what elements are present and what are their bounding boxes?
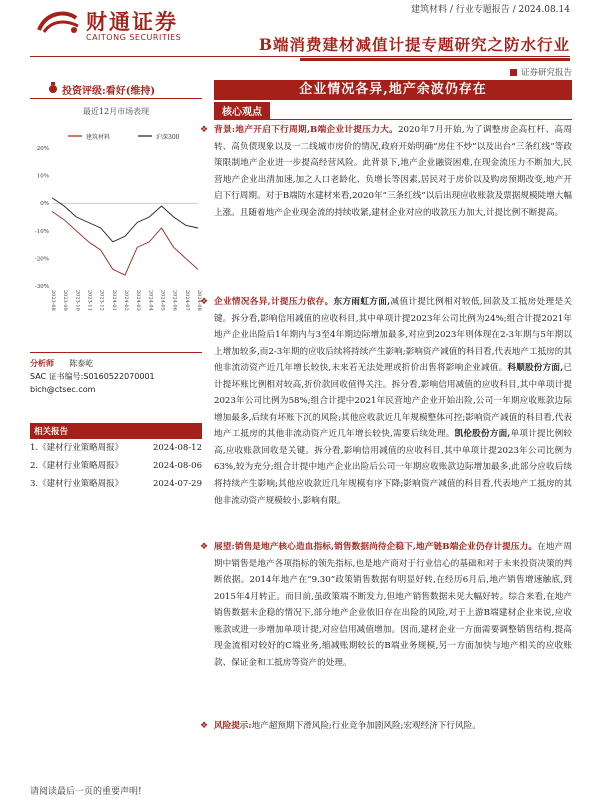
paragraph-outlook (200, 539, 572, 671)
diamond-bullet-icon: ❖ (200, 542, 209, 552)
y-tick-label: -20% (34, 256, 49, 263)
paragraph-enterprises (200, 294, 573, 509)
analyst-info (30, 352, 202, 396)
analyst-label: 分析师 (30, 358, 54, 368)
paragraph-body: 已计提坏账比例相对较高,折价款回收值得关注。拆分看,影响信用减值的应收科目,其中单项计提2023年公司比例为58%;组合计提中2021年民营地产企业开始出险,公司一年期应收账款边际增加最多,后续有坏账下沉的风险;其他应收款近几年规模整体可控;影响资产减值的科目看,代表地产工抵房的其他非流动资产近几年增长较快,需要后续处理。 (214, 363, 573, 440)
series-line (52, 198, 198, 242)
rating-bar (30, 80, 202, 99)
x-tick-label: 2023-12 (98, 290, 105, 311)
y-tick-label: -30% (34, 284, 49, 290)
x-tick-label: 2023-08 (50, 290, 56, 311)
related-report-title: 3.《建材行业策略周报》 (30, 479, 124, 489)
related-report-title: 1.《建材行业策略周报》 (30, 443, 124, 453)
analyst-name: 陈泰屹 (69, 359, 94, 368)
paragraph-body: 地产超预期下滑风险;行业竞争加剧风险;宏观经济下行风险。 (251, 721, 481, 731)
y-tick-label: 10% (36, 173, 49, 180)
x-tick-label: 2023-10 (74, 290, 81, 311)
x-tick-label: 2024-07 (183, 290, 190, 311)
brand-name-en: CAITONG SECURITIES (86, 33, 182, 42)
page-footer-disclaimer: 请阅读最后一页的重要声明! (30, 787, 142, 797)
y-tick-label: 0% (40, 201, 49, 208)
x-tick-label: 2024-02 (123, 290, 129, 311)
main-content (200, 80, 573, 731)
paragraph-body: 单项计提比例较高,应收账款回收是关键。拆分看,影响信用减值的应收科目,其中单项计提2023年公司比例为63%,较为充分;组合计提中地产企业出险后公司一年期应收账款边际增加最多,此部分应收后续将持续产生影响;其他应收款近几年规模有序下降;影响资产减值的科目看,代表地产工抵房的其他非流动资产规模较小,影响有限。 (214, 429, 572, 506)
report-type-tag: 证券研究报告 (510, 66, 572, 78)
x-tick-label: 2024-04 (147, 290, 154, 311)
diamond-bullet-icon: ❖ (200, 721, 209, 731)
x-tick-label: 2023-11 (86, 290, 93, 311)
investment-rating: 投资评级:看好(维持) (62, 86, 156, 97)
company-lead: 东方雨虹方面, (333, 297, 391, 307)
series-line (52, 212, 198, 276)
x-tick-label: 2024-06 (171, 290, 178, 311)
y-tick-label: 20% (36, 146, 49, 152)
paragraph-lead: 背景:地产开启下行周期,B端企业计提压力大。 (214, 125, 399, 135)
related-report-date: 2024-07-29 (152, 479, 202, 489)
paragraph-body: 2020年7月开始,为了调整房企高杠杆、高周转、高负债现象以及一二线城市房价的情况,政府开始明确“房住不炒”以及出台“三条红线”等政策限制地产企业进一步提高经营风险。此背景下,地产企业融资困难,在现金流压力不断加大,民营地产企业出清加速,加之人口老龄化、负增长等因素,居民对于房价以及购房预期改变,地产开启下行周期。对于B端防水建材来看,2020年“三条红线”以后出现应收账款及票据规模陡增大幅上涨。且随着地产企业现金流的持续收紧,建材企业对应的收款压力加大,计提比例不断提高。 (214, 125, 572, 218)
analyst-cert: SAC 证书编号:S0160522070001 (30, 372, 155, 381)
company-lead: 凯伦股份方面, (454, 429, 511, 440)
left-sidebar (30, 80, 202, 489)
brand-name-cn: 财通证券 (86, 10, 178, 34)
paragraph-risk (200, 718, 572, 735)
legend-label: 沪深300 (156, 134, 180, 141)
related-report-date: 2024-08-06 (152, 461, 202, 471)
x-tick-label: 2024-03 (135, 290, 142, 311)
x-tick-label: 2024-01 (110, 290, 117, 311)
company-lead: 科顺股份方面, (507, 363, 564, 374)
y-tick-label: -10% (34, 228, 49, 235)
section-title: 企业情况各异,地产余波仍存在 (214, 80, 572, 100)
core-view-head (214, 102, 572, 120)
related-report-item[interactable] (30, 475, 202, 493)
diamond-bullet-icon: ❖ (200, 297, 209, 307)
x-tick-label: 2024-08 (196, 290, 202, 311)
related-report-date: 2024-08-12 (152, 443, 202, 453)
related-report-item[interactable] (30, 439, 202, 457)
x-tick-label: 2023-09 (62, 290, 69, 311)
paragraph-background (200, 122, 572, 221)
market-chart-title: 最近12月市场表现 (82, 107, 150, 116)
medal-icon (48, 82, 58, 94)
paragraph-lead: 企业情况各异,计提压力依存。 (214, 297, 334, 307)
breadcrumb: 建筑材料 / 行业专题报告 / 2024.08.14 (410, 5, 570, 15)
related-report-item[interactable] (30, 457, 202, 475)
core-view-label: 核心观点 (214, 102, 270, 119)
related-reports (30, 423, 202, 493)
market-performance-chart (30, 126, 202, 344)
diamond-bullet-icon: ❖ (200, 125, 209, 135)
related-reports-head: 相关报告 (30, 423, 202, 439)
paragraph-body: 减值计提比例相对较低,回款及工抵房处理是关键。拆分看,影响信用减值的应收科目,其中单项计提2023年公司比例为24%;组合计提2021年地产企业出险后1年期内与3至4年期边际增加最多,对应到2023年则体现在2-3年期与5年期以上增加较多,而2-3年期的应收后续将持续产生影响;影响资产减值的科目看,代表地产工抵房的其他非流动资产近几年增长较快,未来若无法处理或折价出售将影响企业减值。 (214, 297, 572, 374)
paragraph-lead: 展望:销售是地产核心造血指标,销售数据尚待企稳下,地产链B端企业仍存计提压力。 (214, 542, 538, 552)
paragraph-lead: 风险提示: (214, 721, 252, 731)
header-divider-thick (300, 58, 570, 61)
report-title: B端消费建材减值计提专题研究之防水行业 (258, 35, 570, 54)
analyst-email[interactable]: bich@ctsec.com (30, 385, 96, 394)
x-tick-label: 2024-05 (159, 290, 166, 311)
header-divider (30, 56, 570, 57)
caitong-logo-icon (36, 8, 82, 36)
legend-label: 建筑材料 (86, 134, 111, 141)
related-report-title: 2.《建材行业策略周报》 (30, 461, 124, 471)
page-header (0, 0, 600, 78)
paragraph-body: 在地产周期中销售是地产各项指标的领先指标,也是地产商对于行业信心的基础和对于未来投资决策的判断依据。2014年地产在“9.30”政策销售数据有明显好转,在经历6月后,地产销售增速触底,到2015年4月转正。而目前,虽政策端不断发力,但地产销售数据未见大幅好转。综合来看,在地产销售数据未企稳的情况下,部分地产企业依旧存在出险的风险,对于上游B端建材企业来说,应收账款或进一步增加单项计提,对应信用减值增加。因而,建材企业一方面需要调整销售结构,提高现金流相对较好的C端业务,缩减账期较长的B端业务规模,另一方面加快与地产相关的应收账款、保证金和工抵房等资产的处理。 (214, 542, 572, 668)
